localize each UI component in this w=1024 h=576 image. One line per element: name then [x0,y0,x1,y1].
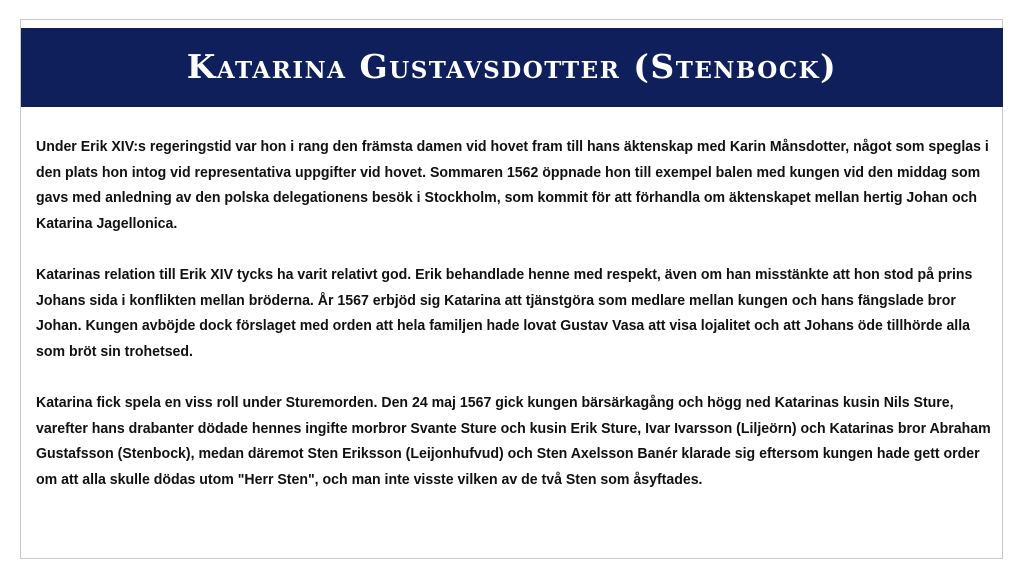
body-paragraph-3: Katarina fick spela en viss roll under Sturemorden. Den 24 maj 1567 gick kungen bärsärkagång och högg ned Katarinas kusin Nils Sture, varefter hans drabanter dödade hennes ingifte morbror Svante Sture och kusin Erik Sture, Ivar Ivarsson (Liljeörn) och Katarinas bror Abraham Gustafsson (Stenbock), medan däremot Sten Eriksson (Leijonhufvud) och Sten Axelsson Banér klarade sig eftersom kungen hade gett order om att alla skulle dödas utom "Herr Sten", och man inte visste vilken av de två Sten som åsyftades. [36,393,991,488]
body-paragraph-2: Katarinas relation till Erik XIV tycks ha varit relativt god. Erik behandlade henne med respekt, även om han misstänkte att hon stod på prins Johans sida i konflikten mellan bröderna. År 1567 erbjöd sig Katarina att tjänstgöra som medlare mellan kungen och hans fängslade bror Johan. Kungen avböjde dock förslaget med orden att hela familjen hade lovat Gustav Vasa att visa lojalitet och att Johans öde tillhörde alla som bröt sin trohetsed. [36,265,973,360]
slide-title: Katarina Gustavsdotter (Stenbock) [186,47,838,86]
slide-body [36,134,991,492]
body-paragraph-1: Under Erik XIV:s regeringstid var hon i rang den främsta damen vid hovet fram till hans äktenskap med Karin Månsdotter, något som speglas i den plats hon intog vid representativa uppgifter vid hovet. Sommaren 1562 öppnade hon till exempel balen med kungen vid den middag som gavs med anledning av den polska delegationens besök i Stockholm, som kommit för att förhandla om äktenskapet mellan hertig Johan och Katarina Jagellonica. [36,138,989,232]
title-banner [21,28,1003,107]
